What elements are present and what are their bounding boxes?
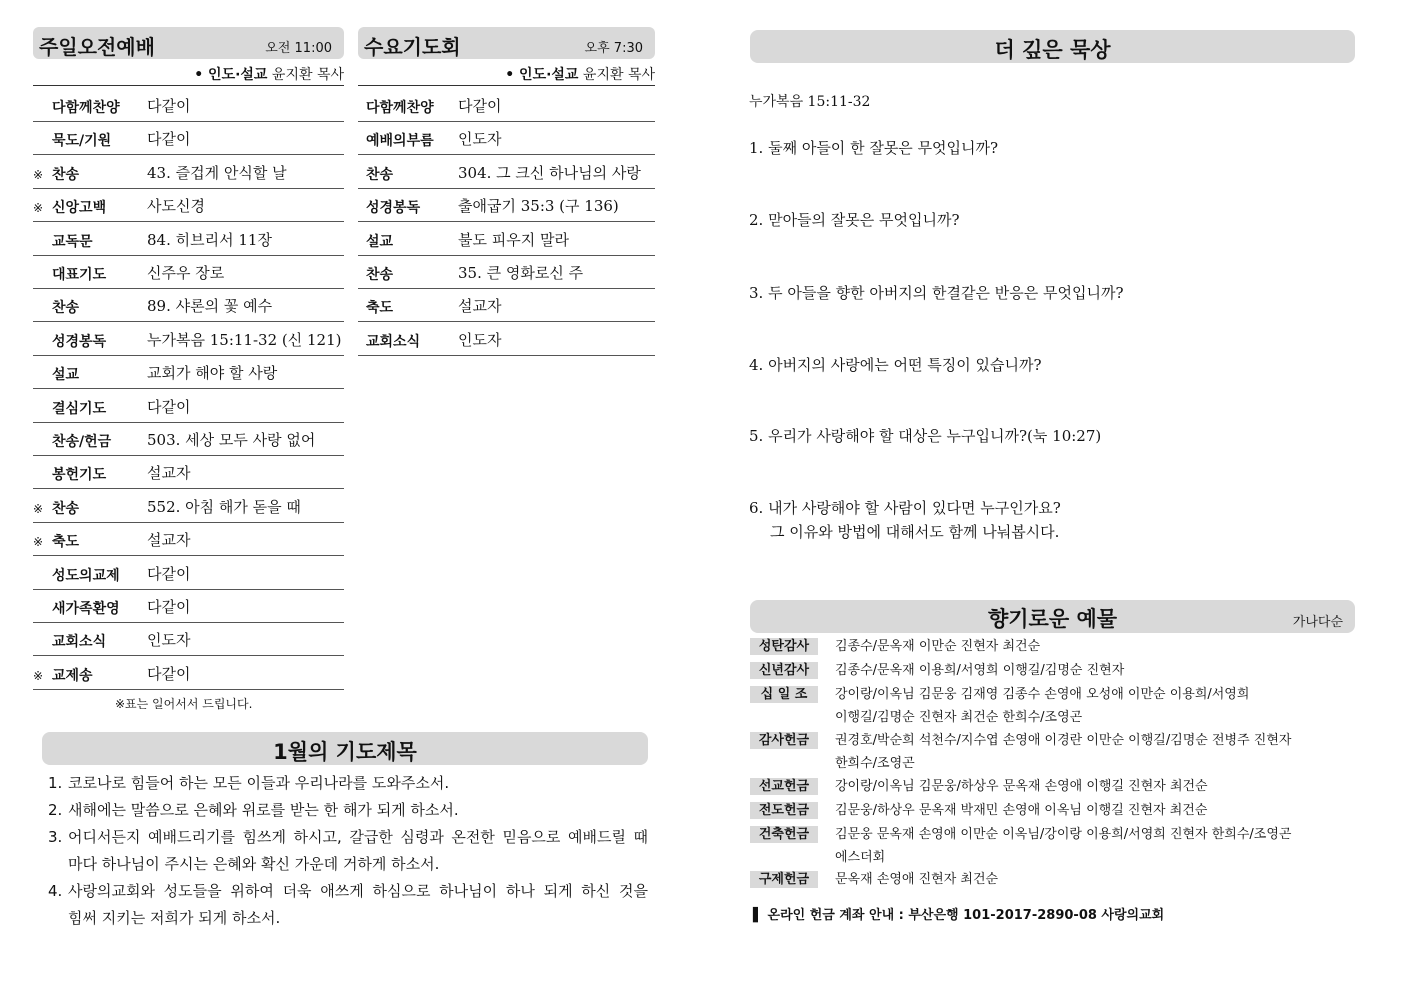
offering-sort-note: 가나다순: [1292, 615, 1343, 630]
order-label: 교회소식: [366, 333, 421, 350]
offering-entry: [750, 685, 1355, 731]
prayer-number: 3.: [48, 828, 63, 846]
offering-names: 김문웅 문옥재 손영애 이만순 이옥님/강이랑 이용희/서영희 진현자 한희수/조영곤: [835, 827, 1292, 842]
sunday-leader-divider: [33, 85, 344, 86]
order-row: [33, 557, 344, 590]
order-value: 다같이: [147, 564, 191, 583]
order-row: [33, 490, 344, 523]
order-value: 교회가 해야 할 사랑: [147, 364, 278, 383]
order-row: [358, 256, 655, 289]
order-label: 교독문: [52, 233, 93, 250]
order-row: [33, 156, 344, 189]
order-row: [33, 189, 344, 222]
order-row: [33, 223, 344, 256]
question-line: 2. 맏아들의 잘못은 무엇입니까?: [749, 211, 960, 229]
offering-header: [750, 600, 1355, 633]
order-row: [358, 156, 655, 189]
order-row: [358, 122, 655, 155]
order-label: 찬송: [52, 300, 80, 317]
offering-category: 구제헌금: [750, 871, 818, 888]
order-label: 찬송/헌금: [52, 434, 112, 450]
stand-mark: ※: [33, 668, 44, 683]
order-row: [33, 423, 344, 456]
order-row: [33, 657, 344, 690]
order-label: 찬송: [366, 267, 394, 283]
offering-names: 권경호/박순희 석천수/지수엽 손영애 이경란 이만순 이행길/김명순 전병주 진현자: [835, 733, 1292, 748]
order-value: 84. 히브리서 11장: [147, 230, 272, 249]
meditation-header: [750, 30, 1355, 63]
order-row: [358, 223, 655, 256]
order-row: [33, 256, 344, 289]
question-line: 5. 우리가 사랑해야 할 대상은 누구입니까?(눅 10:27): [749, 427, 1102, 445]
prayer-number: 1.: [48, 774, 63, 792]
wednesday-service-title: 수요기도회: [364, 35, 461, 59]
order-value: 인도자: [147, 631, 191, 650]
order-label: 찬송: [52, 166, 80, 183]
standing-note: ※표는 일어서서 드립니다.: [115, 697, 253, 711]
sunday-service-time: 오전 11:00: [265, 41, 332, 56]
offering-category: 건축헌금: [750, 826, 818, 843]
order-row: [33, 289, 344, 322]
wednesday-leader: [450, 64, 655, 84]
offering-names: 에스더회: [835, 850, 886, 865]
order-label: 새가족환영: [52, 601, 120, 617]
wednesday-leader-divider: [358, 85, 655, 86]
prayer-line: 코로나로 힘들어 하는 모든 이들과 우리나라를 도와주소서.: [68, 774, 450, 792]
order-row: [358, 323, 655, 356]
offering-entry: [750, 731, 1355, 777]
order-value: 다같이: [147, 397, 191, 416]
order-row: [33, 456, 344, 489]
order-row: [358, 289, 655, 322]
order-value: 552. 아침 해가 돋을 때: [147, 497, 301, 516]
order-row: [33, 523, 344, 556]
prayer-line: 어디서든지 예배드리기를 힘쓰게 하시고, 갈급한 심령과 온전한 믿음으로 예배드릴 때: [68, 828, 648, 846]
prayer-number: 4.: [48, 882, 63, 900]
wednesday-leader-name: 윤지환 목사: [582, 67, 655, 83]
order-label: 성도의교제: [52, 567, 120, 584]
online-account-info: ▌ 온라인 헌금 계좌 안내 : 부산은행 101-2017-2890-08 사랑의교회: [753, 908, 1165, 923]
prayer-number: 2.: [48, 801, 63, 819]
order-row: [33, 590, 344, 623]
order-row: [33, 623, 344, 656]
wednesday-leader-label: • 인도·설교: [505, 67, 579, 83]
order-value: 다같이: [147, 664, 191, 683]
sunday-service-title: 주일오전예배: [39, 35, 155, 59]
prayer-line: 사랑의교회와 성도들을 위하여 더욱 애쓰게 하심으로 하나님이 하나 되게 하신 것을: [68, 882, 648, 900]
order-value: 다같이: [147, 130, 191, 149]
order-label: 결심기도: [52, 400, 107, 417]
offering-names: 강이랑/이옥님 김문웅/하상우 문옥재 손영애 이행길 진현자 최건순: [835, 779, 1208, 794]
order-value: 인도자: [458, 130, 502, 149]
order-label: 교제송: [52, 667, 93, 684]
order-value: 35. 큰 영화로신 주: [458, 264, 584, 282]
order-label: 성경봉독: [366, 200, 421, 217]
offering-entry: [750, 777, 1355, 800]
order-row: [33, 323, 344, 356]
order-value: 43. 즐겁게 안식할 날: [147, 163, 287, 182]
wednesday-service-time: 오후 7:30: [584, 41, 643, 56]
order-value: 다같이: [147, 598, 191, 616]
offering-category: 신년감사: [750, 662, 818, 679]
order-value: 불도 피우지 말라: [458, 230, 569, 249]
meditation-title: 더 깊은 묵상: [994, 38, 1111, 62]
question-line: 3. 두 아들을 향한 아버지의 한결같은 반응은 무엇입니까?: [749, 284, 1124, 302]
order-row: [33, 89, 344, 122]
prayer-line: 힘써 지키는 저희가 되게 하소서.: [68, 909, 281, 927]
order-row: [33, 122, 344, 155]
order-value: 다같이: [458, 97, 502, 115]
order-value: 인도자: [458, 330, 502, 349]
order-row: [358, 189, 655, 222]
order-value: 출애굽기 35:3 (구 136): [458, 197, 619, 216]
order-label: 대표기도: [52, 267, 107, 283]
offering-category: 감사헌금: [750, 732, 818, 749]
stand-mark: ※: [33, 167, 44, 182]
order-value: 설교자: [458, 297, 502, 316]
order-label: 예배의부름: [366, 133, 434, 150]
order-value: 누가복음 15:11-32 (신 121): [147, 330, 342, 349]
order-value: 사도신경: [147, 197, 205, 216]
prayer-line: 새해에는 말씀으로 은혜와 위로를 받는 한 해가 되게 하소서.: [68, 801, 459, 819]
stand-mark: ※: [33, 201, 44, 216]
prayer-title: 1월의 기도제목: [273, 740, 417, 764]
order-label: 설교: [366, 233, 394, 250]
offering-title: 향기로운 예물: [987, 607, 1118, 631]
offering-names: 김문웅/하상우 문옥재 박재민 손영애 이옥님 이행길 진현자 최건순: [835, 803, 1208, 818]
order-row: [33, 356, 344, 389]
offering-names: 김종수/문옥재 이용희/서영희 이행길/김명순 진현자: [835, 663, 1125, 678]
sunday-leader-label: • 인도·설교: [194, 67, 268, 83]
stand-mark: ※: [33, 535, 44, 550]
offering-entry: [750, 661, 1355, 684]
order-value: 503. 세상 모두 사랑 없어: [147, 431, 316, 449]
offering-category: 성탄감사: [750, 638, 818, 655]
order-value: 304. 그 크신 하나님의 사랑: [458, 163, 641, 182]
sunday-leader-name: 윤지환 목사: [271, 67, 344, 83]
prayer-line: 마다 하나님이 주시는 은혜와 확신 가운데 거하게 하소서.: [68, 855, 440, 873]
offering-entry: [750, 870, 1355, 893]
offering-category: 선교헌금: [750, 778, 818, 795]
prayer-header: [42, 732, 648, 765]
order-value: 설교자: [147, 464, 191, 483]
offering-names: 김종수/문옥재 이만순 진현자 최건순: [835, 639, 1041, 654]
stand-mark: ※: [33, 501, 44, 516]
offering-entry: [750, 825, 1355, 871]
order-label: 축도: [366, 300, 394, 317]
order-label: 성경봉독: [52, 333, 107, 350]
offering-category: 십 일 조: [750, 686, 818, 703]
offering-names: 이행길/김명순 진현자 최건순 한희수/조영곤: [835, 710, 1083, 725]
order-value: 설교자: [147, 531, 191, 550]
order-label: 찬송: [366, 166, 394, 183]
order-label: 신앙고백: [52, 200, 107, 217]
wednesday-service-header: [358, 27, 655, 59]
question-line: 1. 둘째 아들이 한 잘못은 무엇입니까?: [749, 139, 999, 157]
question-line: 그 이유와 방법에 대해서도 함께 나눠봅시다.: [770, 523, 1060, 541]
order-label: 교회소식: [52, 634, 107, 651]
offering-names: 강이랑/이옥님 김문웅 김재영 김종수 손영애 오성애 이만순 이용희/서영희: [835, 687, 1250, 702]
offering-entry: [750, 801, 1355, 824]
offering-entry: [750, 637, 1355, 660]
order-label: 묵도/기원: [52, 133, 112, 150]
order-label: 봉헌기도: [52, 467, 107, 484]
order-value: 89. 샤론의 꽃 예수: [147, 297, 273, 316]
order-label: 다함께찬양: [52, 100, 120, 116]
sunday-service-header: [33, 27, 344, 59]
order-label: 다함께찬양: [366, 100, 434, 116]
question-line: 6. 내가 사랑해야 할 사람이 있다면 누구인가요?: [749, 499, 1061, 517]
sunday-leader: [140, 64, 344, 84]
order-row: [358, 89, 655, 122]
offering-names: 문옥재 손영애 진현자 최건순: [835, 872, 999, 887]
offering-category: 전도헌금: [750, 802, 818, 819]
order-label: 설교: [52, 367, 80, 384]
order-row: [33, 390, 344, 423]
question-line: 4. 아버지의 사랑에는 어떤 특징이 있습니까?: [749, 356, 1042, 374]
order-label: 축도: [52, 534, 80, 551]
offering-names: 한희수/조영곤: [835, 756, 915, 771]
order-label: 찬송: [52, 500, 80, 517]
order-value: 신주우 장로: [147, 264, 225, 282]
meditation-reference: 누가복음 15:11-32: [749, 94, 871, 110]
order-value: 다같이: [147, 97, 191, 115]
